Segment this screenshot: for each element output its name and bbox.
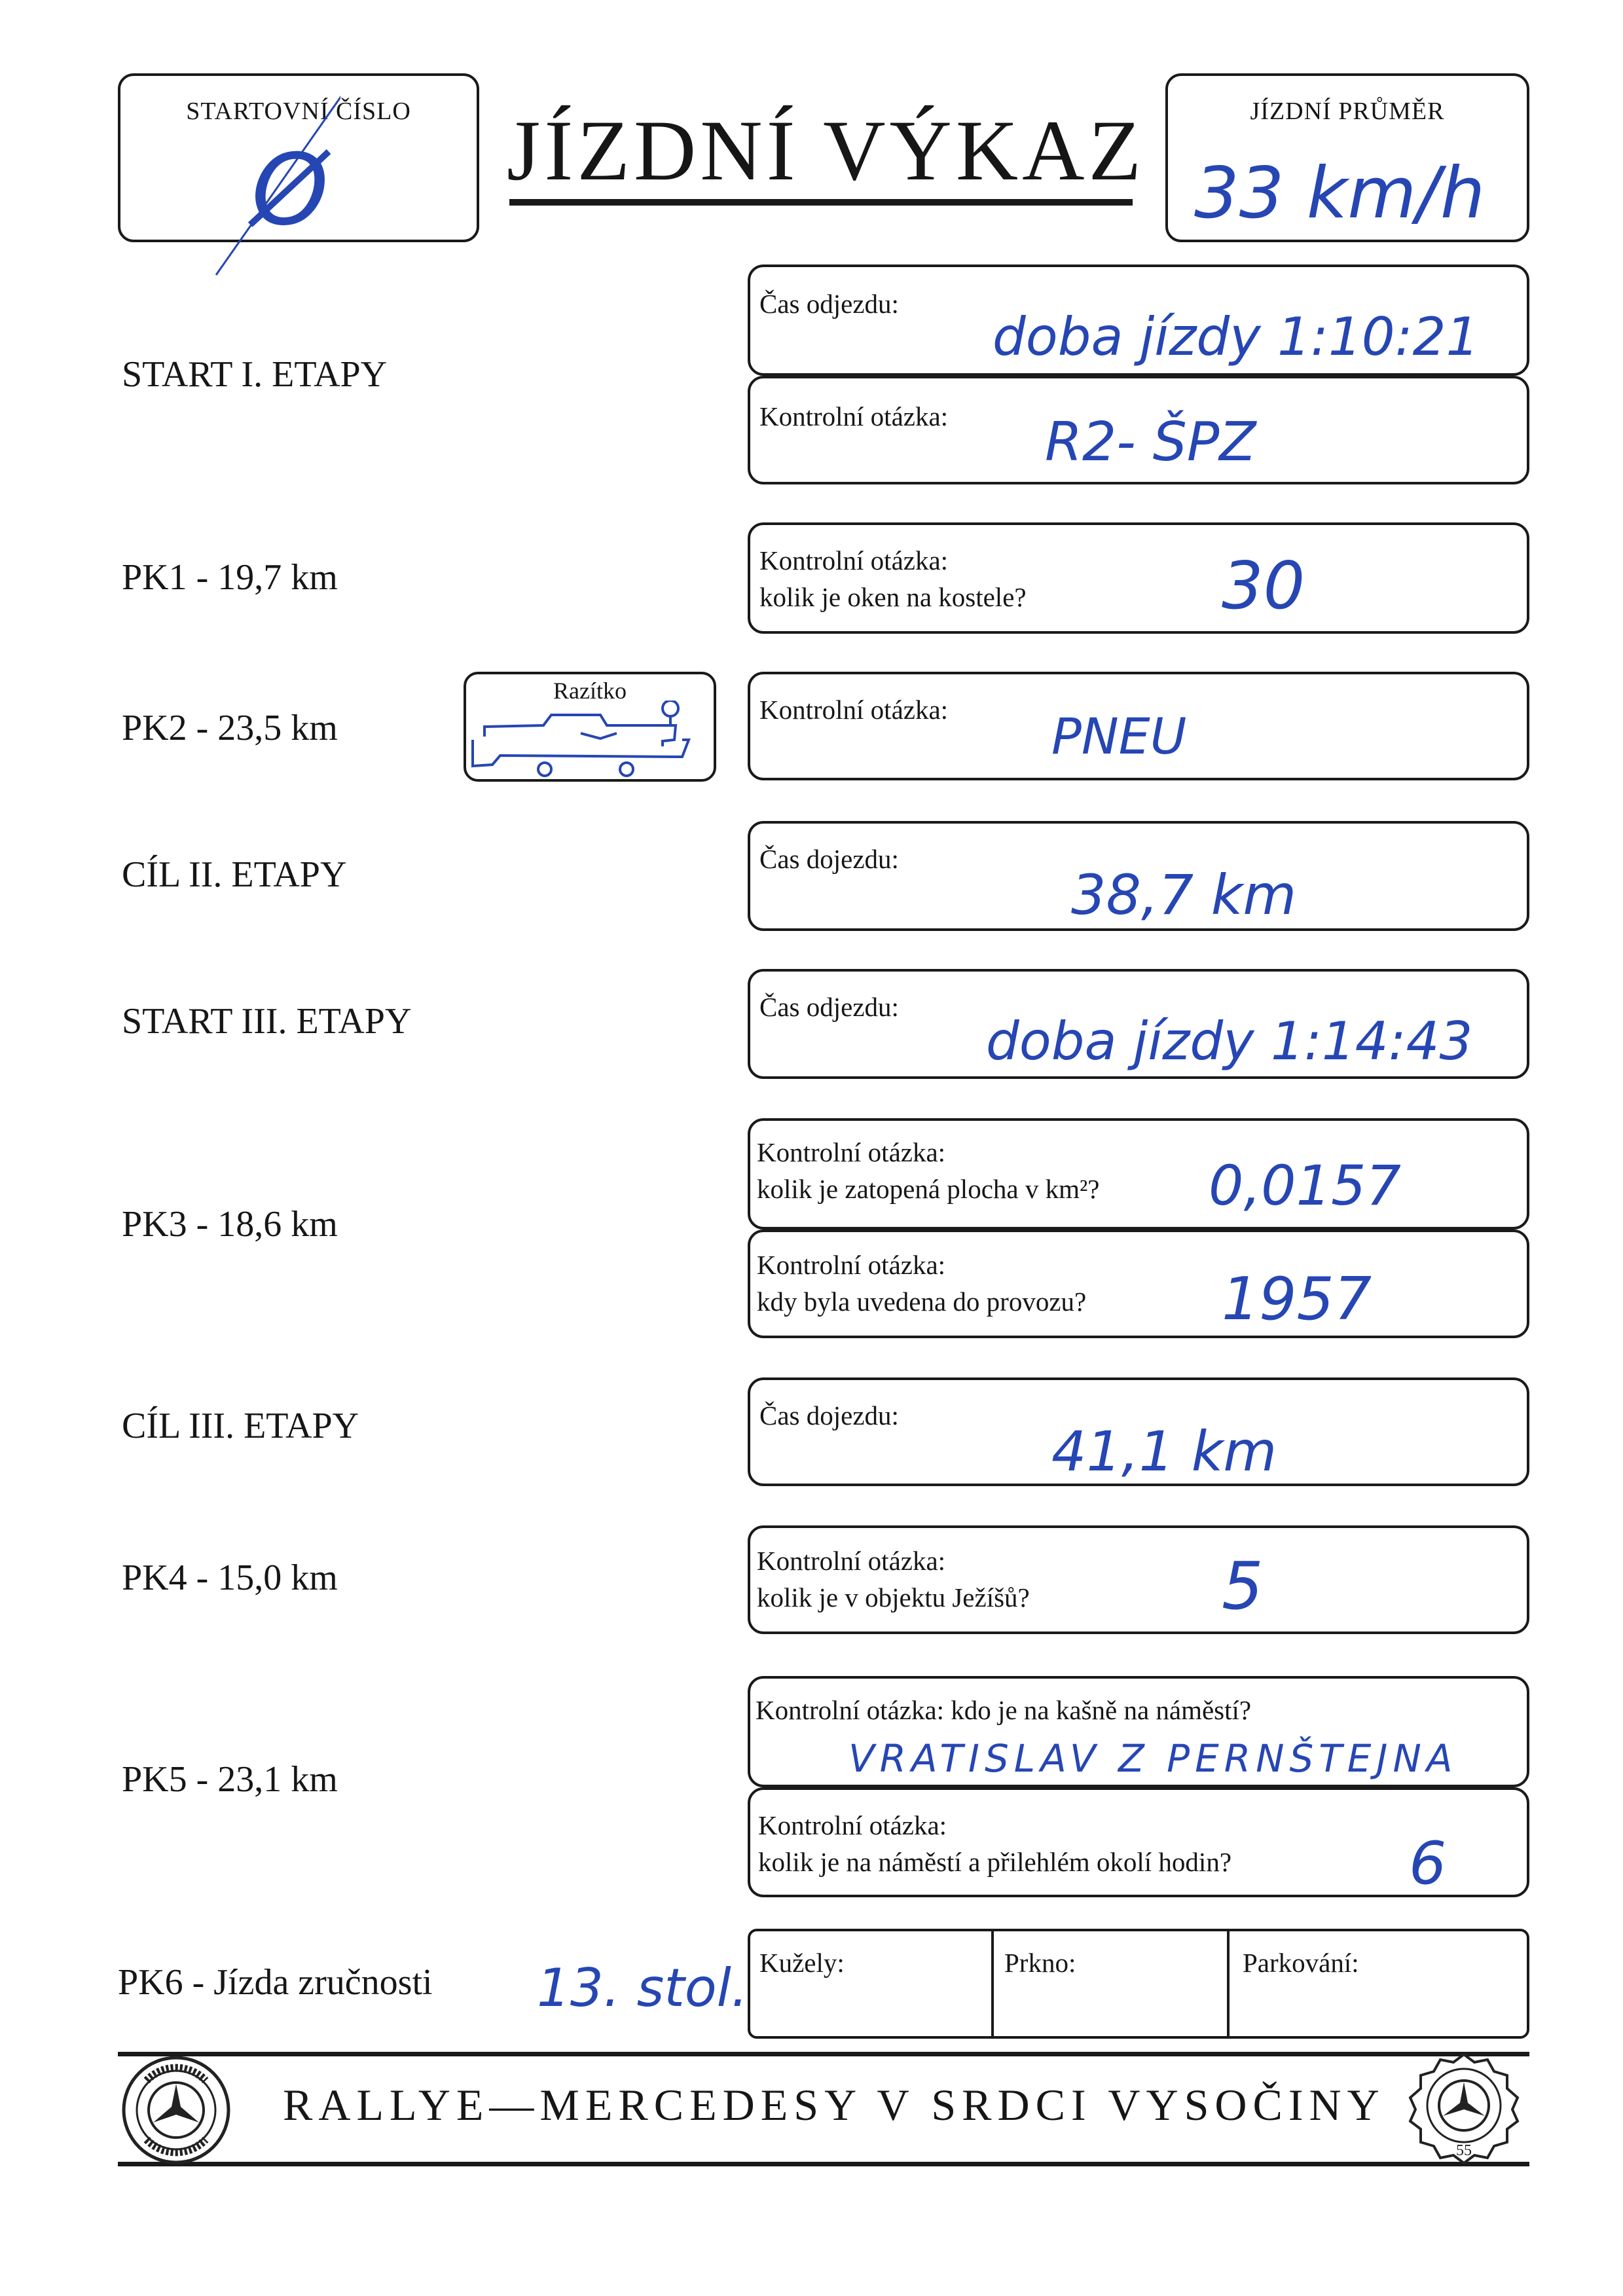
average-speed-value: 33 km/h xyxy=(1194,153,1486,234)
start3-departure-box[interactable] xyxy=(748,969,1529,1079)
pk5-question2-label: Kontrolní otázka: xyxy=(758,1810,947,1840)
finish3-arrival-box[interactable] xyxy=(748,1377,1529,1486)
page-title: JÍZDNÍ VÝKAZ xyxy=(507,102,1146,198)
pk3-question2-box[interactable] xyxy=(748,1230,1529,1338)
badge-year: 55 xyxy=(1456,2142,1472,2159)
pk4-question-text: kolik je v objektu Ježíšů? xyxy=(757,1582,1030,1613)
pk6-col2-label: Prkno: xyxy=(1004,1948,1076,1978)
pk3-question2-label: Kontrolní otázka: xyxy=(757,1250,946,1280)
stage-finish-2: CÍL II. ETAPY xyxy=(122,854,347,895)
average-speed-box xyxy=(1165,73,1529,242)
average-speed-label: JÍZDNÍ PRŮMĚR xyxy=(1250,98,1445,125)
start1-departure-answer: doba jízdy 1:10:21 xyxy=(993,306,1480,367)
pk2-answer: PNEU xyxy=(1051,707,1187,765)
pk3-question2-text: kdy byla uvedena do provozu? xyxy=(757,1286,1087,1317)
footer-top-rule xyxy=(118,2052,1529,2056)
start-number-label: STARTOVNÍ ČÍSLO xyxy=(186,98,411,125)
pk6-col3-label: Parkování: xyxy=(1243,1948,1359,1978)
start-number-strike xyxy=(210,79,340,288)
start1-question-answer: R2- ŠPZ xyxy=(1045,411,1256,473)
pk5-question2-box[interactable] xyxy=(748,1787,1529,1897)
pk6-col1-label: Kužely: xyxy=(759,1948,845,1978)
finish2-arrival-answer: 38,7 km xyxy=(1071,863,1297,927)
club-logo-left xyxy=(120,2054,232,2166)
pk3-question1-text: kolik je zatopená plocha v km²? xyxy=(757,1174,1100,1204)
pk3-answer2: 1957 xyxy=(1222,1265,1372,1334)
stage-pk6: PK6 - Jízda zručnosti xyxy=(118,1962,433,2003)
stamp-label: Razítko xyxy=(553,678,627,704)
stage-finish-3: CÍL III. ETAPY xyxy=(122,1406,359,1446)
pk2-question-box[interactable] xyxy=(748,672,1529,780)
pk6-answer: 13. stol. xyxy=(537,1958,748,2018)
pk1-question-box[interactable] xyxy=(748,522,1529,634)
stage-pk2: PK2 - 23,5 km xyxy=(122,708,338,748)
start3-departure-label: Čas odjezdu: xyxy=(759,992,899,1022)
pk5-answer2: 6 xyxy=(1409,1829,1447,1898)
pk3-question1-label: Kontrolní otázka: xyxy=(757,1137,946,1167)
event-title: RALLYE—MERCEDESY V SRDCI VYSOČINY xyxy=(283,2080,1385,2130)
pk1-answer: 30 xyxy=(1222,547,1305,624)
pk5-answer1: VRATISLAV Z PERNŠTEJNA xyxy=(848,1736,1458,1781)
pk5-question1-box[interactable] xyxy=(748,1676,1529,1787)
pk6-col3[interactable] xyxy=(1230,1931,1527,2036)
pk4-question-label: Kontrolní otázka: xyxy=(757,1546,946,1576)
start3-departure-answer: doba jízdy 1:14:43 xyxy=(986,1011,1473,1072)
finish2-arrival-box[interactable] xyxy=(748,821,1529,931)
pk2-question-label: Kontrolní otázka: xyxy=(759,695,949,725)
stage-pk3: PK3 - 18,6 km xyxy=(122,1204,338,1245)
pk5-question2-text: kolik je na náměstí a přilehlém okolí hodin? xyxy=(758,1847,1232,1877)
pk4-answer: 5 xyxy=(1222,1548,1264,1624)
club-logo-right xyxy=(1406,2050,1522,2166)
start1-departure-label: Čas odjezdu: xyxy=(759,289,899,319)
stamp-box xyxy=(464,672,716,782)
pk3-question1-box[interactable] xyxy=(748,1118,1529,1230)
start-number-value: Ø xyxy=(251,134,329,247)
stage-pk5: PK5 - 23,1 km xyxy=(122,1759,338,1800)
start1-question-label: Kontrolní otázka: xyxy=(759,401,949,431)
footer-bottom-rule xyxy=(118,2162,1529,2166)
pk1-question-label: Kontrolní otázka: xyxy=(759,545,949,575)
car-stamp-icon xyxy=(466,701,715,779)
pk1-question-text: kolik je oken na kostele? xyxy=(759,582,1027,612)
stage-pk4: PK4 - 15,0 km xyxy=(122,1558,338,1598)
start1-question-box[interactable] xyxy=(748,376,1529,484)
pk4-question-box[interactable] xyxy=(748,1525,1529,1634)
pk5-question1-text: Kontrolní otázka: kdo je na kašně na náměstí? xyxy=(756,1695,1252,1725)
finish3-arrival-label: Čas dojezdu: xyxy=(759,1400,899,1430)
stage-start-3: START III. ETAPY xyxy=(122,1001,412,1042)
stage-pk1: PK1 - 19,7 km xyxy=(122,557,338,598)
finish2-arrival-label: Čas dojezdu: xyxy=(759,844,899,874)
start1-departure-box[interactable] xyxy=(748,264,1529,376)
title-underline xyxy=(509,199,1133,206)
pk6-skill-box xyxy=(748,1929,1529,2039)
stage-start-1: START I. ETAPY xyxy=(122,354,388,395)
pk6-col2[interactable] xyxy=(994,1931,1230,2036)
finish3-arrival-answer: 41,1 km xyxy=(1051,1419,1277,1484)
pk6-col1[interactable] xyxy=(750,1931,994,2036)
pk3-answer1: 0,0157 xyxy=(1209,1154,1401,1218)
